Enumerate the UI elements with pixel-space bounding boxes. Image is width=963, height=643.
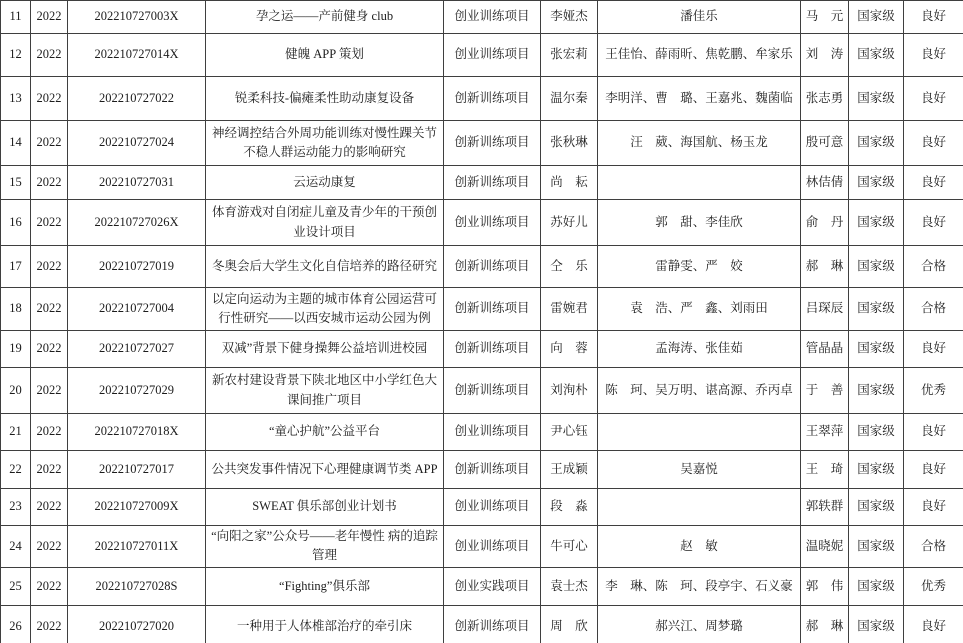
- table-row: [1, 526, 963, 568]
- cell-project-type: 创业训练项目: [444, 34, 541, 77]
- cell-project-id: 202210727019: [68, 246, 206, 288]
- cell-year: 2022: [31, 605, 68, 643]
- table-row: [1, 34, 963, 77]
- cell-leader: 李娅杰: [541, 1, 598, 34]
- cell-row-no: 14: [1, 121, 31, 166]
- cell-level: 国家级: [849, 1, 904, 34]
- cell-project-id: 202210727029: [68, 368, 206, 414]
- cell-grade: 良好: [904, 1, 963, 34]
- cell-level: 国家级: [849, 567, 904, 605]
- cell-row-no: 16: [1, 200, 31, 246]
- cell-advisor: 俞 丹: [801, 200, 849, 246]
- cell-project-title: 锐柔科技-偏瘫柔性助动康复设备: [206, 77, 444, 121]
- table-row: [1, 605, 963, 643]
- cell-row-no: 11: [1, 1, 31, 34]
- cell-grade: 良好: [904, 200, 963, 246]
- cell-leader: 苏好儿: [541, 200, 598, 246]
- cell-year: 2022: [31, 77, 68, 121]
- cell-project-title: 一种用于人体椎部治疗的牵引床: [206, 605, 444, 643]
- cell-row-no: 18: [1, 288, 31, 331]
- table-row: [1, 200, 963, 246]
- cell-members: 赵 敏: [598, 526, 801, 568]
- cell-leader: 牛可心: [541, 526, 598, 568]
- cell-advisor: 马 元: [801, 1, 849, 34]
- cell-advisor: 王 琦: [801, 451, 849, 489]
- cell-year: 2022: [31, 246, 68, 288]
- cell-members: 汪 葳、海国航、杨玉龙: [598, 121, 801, 166]
- cell-advisor: 张志勇: [801, 77, 849, 121]
- cell-project-id: 202210727026X: [68, 200, 206, 246]
- cell-grade: 合格: [904, 526, 963, 568]
- cell-advisor: 殷可意: [801, 121, 849, 166]
- cell-advisor: 郝 琳: [801, 246, 849, 288]
- table-row: [1, 451, 963, 489]
- cell-year: 2022: [31, 414, 68, 451]
- cell-project-id: 202210727031: [68, 166, 206, 200]
- cell-project-type: 创业训练项目: [444, 489, 541, 526]
- cell-level: 国家级: [849, 526, 904, 568]
- cell-leader: 张宏莉: [541, 34, 598, 77]
- cell-project-title: 神经调控结合外周功能训练对慢性踝关节不稳人群运动能力的影响研究: [206, 121, 444, 166]
- cell-project-type: 创业训练项目: [444, 414, 541, 451]
- cell-project-id: 202210727027: [68, 331, 206, 368]
- cell-project-title: 公共突发事件情况下心理健康调节类 APP: [206, 451, 444, 489]
- cell-leader: 尚 耘: [541, 166, 598, 200]
- cell-advisor: 温晓妮: [801, 526, 849, 568]
- cell-project-title: 双减”背景下健身操舞公益培训进校园: [206, 331, 444, 368]
- cell-year: 2022: [31, 166, 68, 200]
- cell-row-no: 15: [1, 166, 31, 200]
- cell-row-no: 20: [1, 368, 31, 414]
- cell-project-id: 202210727014X: [68, 34, 206, 77]
- cell-project-title: 孕之运——产前健身 club: [206, 1, 444, 34]
- cell-row-no: 26: [1, 605, 31, 643]
- cell-grade: 优秀: [904, 368, 963, 414]
- cell-level: 国家级: [849, 166, 904, 200]
- cell-level: 国家级: [849, 489, 904, 526]
- cell-members: 王佳怡、薛雨昕、焦乾鹏、牟家乐: [598, 34, 801, 77]
- table-row: [1, 121, 963, 166]
- cell-project-type: 创新训练项目: [444, 288, 541, 331]
- cell-members: [598, 489, 801, 526]
- cell-project-title: 体育游戏对自闭症儿童及青少年的干预创业设计项目: [206, 200, 444, 246]
- cell-members: 潘佳乐: [598, 1, 801, 34]
- table-row: [1, 489, 963, 526]
- cell-leader: 周 欣: [541, 605, 598, 643]
- cell-row-no: 12: [1, 34, 31, 77]
- cell-members: 李明洋、曹 璐、王嘉兆、魏菌临: [598, 77, 801, 121]
- cell-advisor: 于 善: [801, 368, 849, 414]
- table-row: [1, 368, 963, 414]
- cell-grade: 良好: [904, 121, 963, 166]
- cell-leader: 王成颖: [541, 451, 598, 489]
- cell-leader: 雷婉君: [541, 288, 598, 331]
- cell-year: 2022: [31, 489, 68, 526]
- cell-project-title: 新农村建设背景下陕北地区中小学红色大课间推广项目: [206, 368, 444, 414]
- cell-year: 2022: [31, 331, 68, 368]
- cell-project-title: 健魄 APP 策划: [206, 34, 444, 77]
- cell-project-id: 202210727017: [68, 451, 206, 489]
- cell-year: 2022: [31, 451, 68, 489]
- cell-project-type: 创新训练项目: [444, 121, 541, 166]
- cell-members: 雷静雯、严 姣: [598, 246, 801, 288]
- cell-project-type: 创新训练项目: [444, 605, 541, 643]
- cell-leader: 温尔秦: [541, 77, 598, 121]
- cell-row-no: 21: [1, 414, 31, 451]
- table-row: [1, 1, 963, 34]
- cell-members: 郝兴江、周梦璐: [598, 605, 801, 643]
- cell-leader: 向 蓉: [541, 331, 598, 368]
- cell-grade: 良好: [904, 489, 963, 526]
- table-row: [1, 77, 963, 121]
- cell-grade: 合格: [904, 288, 963, 331]
- table-row: [1, 166, 963, 200]
- cell-members: 陈 珂、吴万明、谌高源、乔丙卓: [598, 368, 801, 414]
- cell-level: 国家级: [849, 331, 904, 368]
- cell-project-type: 创业训练项目: [444, 200, 541, 246]
- cell-project-title: “Fighting”俱乐部: [206, 567, 444, 605]
- table-row: [1, 246, 963, 288]
- cell-level: 国家级: [849, 34, 904, 77]
- cell-project-type: 创业实践项目: [444, 567, 541, 605]
- cell-row-no: 23: [1, 489, 31, 526]
- cell-project-title: “向阳之家”公众号——老年慢性 病的追踪管理: [206, 526, 444, 568]
- cell-level: 国家级: [849, 451, 904, 489]
- cell-advisor: 管晶晶: [801, 331, 849, 368]
- cell-year: 2022: [31, 121, 68, 166]
- cell-project-title: “童心护航”公益平台: [206, 414, 444, 451]
- cell-project-title: SWEAT 俱乐部创业计划书: [206, 489, 444, 526]
- cell-year: 2022: [31, 34, 68, 77]
- table-row: [1, 331, 963, 368]
- cell-row-no: 17: [1, 246, 31, 288]
- cell-grade: 优秀: [904, 567, 963, 605]
- cell-grade: 良好: [904, 166, 963, 200]
- cell-members: 吴嘉悦: [598, 451, 801, 489]
- cell-leader: 张秋琳: [541, 121, 598, 166]
- cell-project-id: 202210727003X: [68, 1, 206, 34]
- cell-members: 郭 甜、李佳欣: [598, 200, 801, 246]
- cell-members: 孟海涛、张佳茹: [598, 331, 801, 368]
- cell-level: 国家级: [849, 414, 904, 451]
- cell-grade: 良好: [904, 605, 963, 643]
- cell-grade: 良好: [904, 414, 963, 451]
- cell-project-type: 创新训练项目: [444, 77, 541, 121]
- cell-project-id: 202210727022: [68, 77, 206, 121]
- cell-year: 2022: [31, 288, 68, 331]
- cell-leader: 段 淼: [541, 489, 598, 526]
- table-row: [1, 288, 963, 331]
- cell-project-type: 创新训练项目: [444, 166, 541, 200]
- cell-leader: 尹心钰: [541, 414, 598, 451]
- cell-project-title: 冬奥会后大学生文化自信培养的路径研究: [206, 246, 444, 288]
- cell-advisor: 林佶倩: [801, 166, 849, 200]
- cell-members: 李 琳、陈 珂、段亭宇、石义豪: [598, 567, 801, 605]
- cell-project-type: 创新训练项目: [444, 246, 541, 288]
- cell-grade: 良好: [904, 77, 963, 121]
- cell-project-type: 创业训练项目: [444, 1, 541, 34]
- cell-project-type: 创新训练项目: [444, 368, 541, 414]
- cell-project-id: 202210727028S: [68, 567, 206, 605]
- cell-advisor: 郭轶群: [801, 489, 849, 526]
- cell-leader: 刘洵朴: [541, 368, 598, 414]
- cell-year: 2022: [31, 567, 68, 605]
- cell-advisor: 郝 琳: [801, 605, 849, 643]
- cell-project-type: 创业训练项目: [444, 526, 541, 568]
- cell-project-id: 202210727024: [68, 121, 206, 166]
- cell-level: 国家级: [849, 246, 904, 288]
- cell-row-no: 24: [1, 526, 31, 568]
- table-row: [1, 414, 963, 451]
- cell-project-type: 创新训练项目: [444, 451, 541, 489]
- cell-advisor: 吕琛辰: [801, 288, 849, 331]
- cell-row-no: 22: [1, 451, 31, 489]
- cell-level: 国家级: [849, 288, 904, 331]
- cell-project-id: 202210727020: [68, 605, 206, 643]
- cell-advisor: 刘 涛: [801, 34, 849, 77]
- cell-level: 国家级: [849, 368, 904, 414]
- cell-grade: 良好: [904, 331, 963, 368]
- cell-year: 2022: [31, 368, 68, 414]
- cell-members: [598, 414, 801, 451]
- cell-row-no: 13: [1, 77, 31, 121]
- cell-year: 2022: [31, 1, 68, 34]
- cell-grade: 良好: [904, 451, 963, 489]
- cell-leader: 袁士杰: [541, 567, 598, 605]
- cell-level: 国家级: [849, 121, 904, 166]
- cell-project-title: 云运动康复: [206, 166, 444, 200]
- cell-project-title: 以定向运动为主题的城市体育公园运营可行性研究——以西安城市运动公园为例: [206, 288, 444, 331]
- cell-leader: 仝 乐: [541, 246, 598, 288]
- cell-project-id: 202210727009X: [68, 489, 206, 526]
- cell-year: 2022: [31, 200, 68, 246]
- cell-level: 国家级: [849, 77, 904, 121]
- table-row: [1, 567, 963, 605]
- cell-project-id: 202210727004: [68, 288, 206, 331]
- cell-level: 国家级: [849, 200, 904, 246]
- cell-project-id: 202210727018X: [68, 414, 206, 451]
- cell-advisor: 郭 伟: [801, 567, 849, 605]
- cell-level: 国家级: [849, 605, 904, 643]
- cell-project-id: 202210727011X: [68, 526, 206, 568]
- cell-project-type: 创新训练项目: [444, 331, 541, 368]
- cell-row-no: 19: [1, 331, 31, 368]
- cell-grade: 合格: [904, 246, 963, 288]
- cell-members: [598, 166, 801, 200]
- cell-grade: 良好: [904, 34, 963, 77]
- cell-row-no: 25: [1, 567, 31, 605]
- cell-advisor: 王翠萍: [801, 414, 849, 451]
- cell-members: 袁 浩、严 鑫、刘雨田: [598, 288, 801, 331]
- cell-year: 2022: [31, 526, 68, 568]
